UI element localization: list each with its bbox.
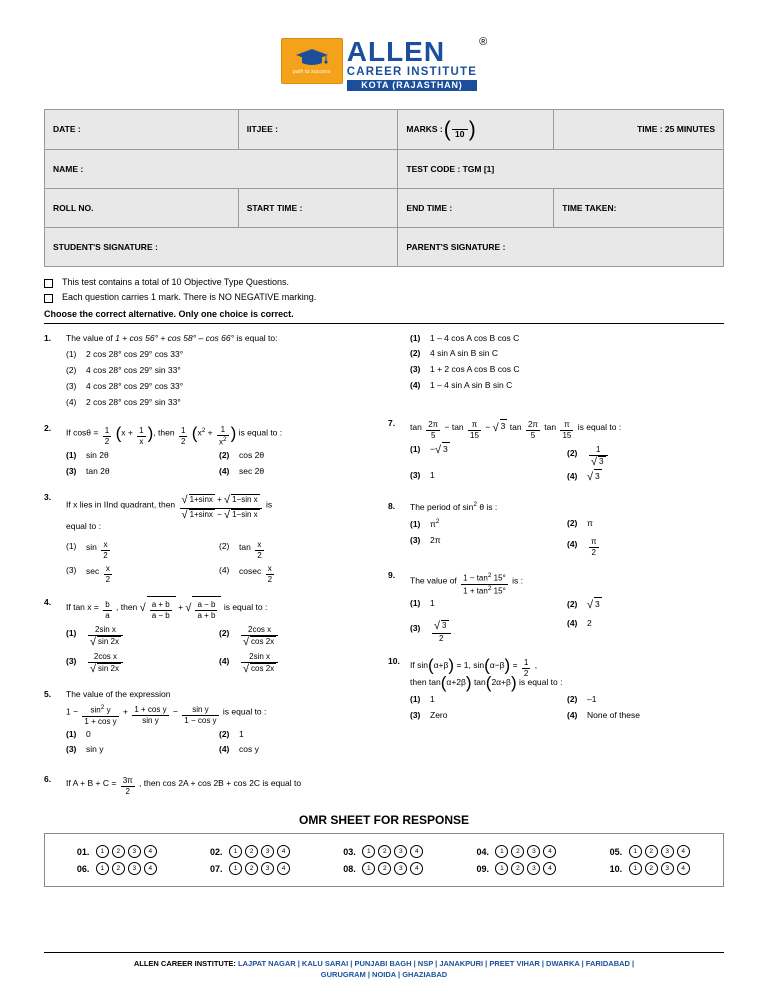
- option-text: −√ 3: [430, 443, 448, 456]
- question-1: [44, 332, 372, 412]
- bubble-1[interactable]: 1: [229, 845, 242, 858]
- option-4[interactable]: [567, 534, 724, 555]
- options-list: [410, 442, 724, 489]
- option-1[interactable]: [66, 728, 219, 741]
- option-text: 4 cos 28° cos 29° cos 33°: [86, 380, 184, 391]
- option-text: 4 sin A sin B sin C: [430, 348, 499, 359]
- option-label: (1): [66, 541, 77, 552]
- options-list: [66, 728, 372, 760]
- option-label: (2): [567, 694, 578, 705]
- instruction-item: [44, 277, 724, 288]
- question-number: 1.: [44, 332, 52, 343]
- option-text: $\frac{\pi}{2}$: [591, 536, 597, 557]
- name-cell: NAME :: [45, 149, 398, 188]
- option-1[interactable]: [66, 622, 219, 647]
- option-3[interactable]: [66, 743, 219, 756]
- omr-item-05[interactable]: [584, 845, 717, 858]
- bubble-2[interactable]: 2: [645, 845, 658, 858]
- option-text: $\pi^2$: [430, 518, 440, 530]
- marks-fraction: [452, 119, 468, 140]
- option-3[interactable]: [410, 469, 567, 486]
- bubble-3[interactable]: 3: [394, 845, 407, 858]
- option-1[interactable]: [410, 332, 724, 345]
- question-body: [66, 596, 372, 678]
- option-4[interactable]: [567, 469, 724, 486]
- bubble-1[interactable]: 1: [495, 845, 508, 858]
- options-list: [410, 693, 724, 725]
- question-body: [410, 500, 724, 558]
- omr-item-01[interactable]: [51, 845, 184, 858]
- option-4[interactable]: [567, 617, 724, 642]
- bubble-2[interactable]: 2: [378, 845, 391, 858]
- bubble-4[interactable]: 4: [277, 862, 290, 875]
- options-list: [66, 449, 372, 481]
- bubble-3[interactable]: 3: [394, 862, 407, 875]
- question-body: [66, 773, 372, 798]
- option-3[interactable]: [410, 709, 567, 722]
- options-list: [410, 597, 724, 644]
- option-1[interactable]: [410, 517, 567, 531]
- question-3: [44, 491, 372, 584]
- question-stem: tan $\frac{2\pi}{5}$ − tan $\frac{\pi}{15}$ − √ 3 tan $\frac{2\pi}{5}$ tan $\frac{\pi}{15}$ is equal to :: [410, 419, 622, 440]
- test-code-cell: TEST CODE : TGM [1]: [398, 149, 724, 188]
- question-4: [44, 596, 372, 678]
- table-row: [45, 109, 724, 149]
- instruction-item: [44, 292, 724, 303]
- bubble-3[interactable]: 3: [527, 862, 540, 875]
- option-label: (1): [410, 694, 421, 705]
- option-label: (3): [66, 465, 77, 476]
- question-body: [410, 332, 724, 395]
- question-stem: The value of 1 + cos 56° + cos 58° – cos 66° is equal to:: [66, 332, 278, 343]
- question-2: [44, 422, 372, 480]
- option-2[interactable]: [219, 622, 372, 647]
- option-label: (3): [410, 470, 421, 481]
- option-label: (4): [219, 465, 230, 476]
- logo-header: [0, 0, 768, 91]
- question-number: 5.: [44, 689, 52, 700]
- option-text: sin $\frac{x}{2}$: [86, 539, 108, 560]
- option-text: cos 2θ: [239, 449, 265, 460]
- table-row: [45, 188, 724, 227]
- time-taken-cell: TIME TAKEN:: [554, 188, 724, 227]
- option-text: tan $\frac{x}{2}$: [239, 539, 262, 560]
- start-time-cell: START TIME :: [238, 188, 398, 227]
- questions-columns: [44, 332, 724, 810]
- question-8: [388, 500, 724, 558]
- option-text: 1 + 2 cos A cos B cos C: [430, 364, 520, 374]
- marks-denominator: 10: [455, 128, 465, 139]
- bubble-4[interactable]: 4: [677, 845, 690, 858]
- omr-item-04[interactable]: [451, 845, 584, 858]
- option-1[interactable]: [410, 693, 567, 706]
- question-stem: The value of the expression 1 − $\frac{\sin^2 y}{\text{1 + cos y}}$ + $\frac{\text{1 + cos y}}{\text{sin y}}$ − $\frac{\text{sin y}}{\text{1 − cos y}}$ is equal to :: [66, 689, 267, 726]
- bubble-3[interactable]: 3: [661, 845, 674, 858]
- bubble-2[interactable]: 2: [112, 845, 125, 858]
- option-1[interactable]: [66, 348, 372, 361]
- option-2[interactable]: [66, 364, 372, 377]
- question-body: [410, 569, 724, 645]
- option-label: (4): [66, 396, 77, 407]
- marks-cell: [398, 109, 554, 149]
- option-label: (2): [567, 599, 578, 610]
- option-label: (3): [410, 364, 421, 374]
- bubble-4[interactable]: 4: [144, 862, 157, 875]
- bubble-4[interactable]: 4: [410, 862, 423, 875]
- choose-alternative-note: Choose the correct alternative. Only one choice is correct.: [44, 309, 724, 324]
- option-text: 1 – 4 cos A cos B cos C: [430, 332, 520, 343]
- bubble-3[interactable]: 3: [261, 862, 274, 875]
- bubble-1[interactable]: 1: [629, 862, 642, 875]
- option-label: (4): [567, 617, 578, 628]
- bubble-1[interactable]: 1: [229, 862, 242, 875]
- options-list: [410, 332, 724, 395]
- graduation-cap-icon: [281, 38, 343, 84]
- bubble-4[interactable]: 4: [277, 845, 290, 858]
- question-stem: If x lies in IInd quadrant, then $\frac{\text{√ 1+sinx + √ 1−sin x}}{\text{√ 1+sinx − √ 1−sin x}}$ is equal to :: [66, 494, 273, 531]
- option-3[interactable]: [66, 649, 219, 674]
- option-text: 2 cos 28° cos 29° sin 33°: [86, 396, 181, 407]
- omr-number: 04.: [476, 846, 489, 857]
- footer-branches-2: GURUGRAM | NOIDA | GHAZIABAD: [320, 969, 448, 979]
- option-label: (2): [219, 449, 230, 460]
- option-3[interactable]: [410, 534, 567, 555]
- option-label: (1): [66, 449, 77, 460]
- question-body: [410, 417, 724, 489]
- option-2[interactable]: [567, 693, 724, 706]
- bubble-2[interactable]: 2: [511, 862, 524, 875]
- question-number: 9.: [388, 569, 396, 580]
- option-label: (2): [66, 365, 77, 375]
- option-4[interactable]: [410, 379, 724, 392]
- footer-institute: ALLEN CAREER INSTITUTE:: [133, 958, 236, 968]
- option-4[interactable]: [66, 396, 372, 409]
- option-text: $\frac{1}{√ 3}$: [587, 442, 610, 467]
- marks-label: MARKS :: [406, 124, 443, 134]
- option-3[interactable]: [66, 380, 372, 393]
- option-label: (4): [410, 379, 421, 390]
- option-label: (3): [410, 623, 421, 634]
- bubble-1[interactable]: 1: [629, 845, 642, 858]
- question-number: 4.: [44, 596, 52, 607]
- question-6-options: [388, 332, 724, 395]
- option-label: (2): [567, 448, 578, 459]
- option-2[interactable]: [219, 537, 372, 558]
- option-text: 1 – 4 sin A sin B sin C: [430, 379, 513, 390]
- option-text: Zero: [430, 709, 448, 720]
- option-text: √ 3: [587, 471, 600, 484]
- options-list: [66, 622, 372, 678]
- bubble-1[interactable]: 1: [96, 845, 109, 858]
- option-label: (1): [66, 349, 77, 360]
- right-column: [384, 332, 724, 810]
- question-6: [44, 773, 372, 798]
- option-4[interactable]: [219, 465, 372, 478]
- options-list: [410, 517, 724, 558]
- option-1[interactable]: [410, 597, 567, 614]
- option-label: (4): [567, 538, 578, 549]
- option-text: –1: [587, 694, 597, 705]
- omr-number: 07.: [210, 863, 223, 874]
- option-3[interactable]: [66, 465, 219, 478]
- question-10: [388, 655, 724, 724]
- option-1[interactable]: [410, 442, 567, 467]
- options-list: [66, 537, 372, 585]
- question-stem: The period of $\sin^2 \theta$ is :: [410, 500, 498, 512]
- option-4[interactable]: [219, 649, 372, 674]
- question-number: 8.: [388, 500, 396, 511]
- option-2[interactable]: [410, 347, 724, 360]
- omr-title: OMR SHEET FOR RESPONSE: [298, 813, 470, 828]
- omr-number: 01.: [76, 846, 90, 857]
- bubble-3[interactable]: 3: [527, 845, 540, 858]
- bubble-1[interactable]: 1: [495, 862, 508, 875]
- exam-cell: IITJEE :: [238, 109, 398, 149]
- question-body: [66, 688, 372, 759]
- option-2[interactable]: [219, 449, 372, 462]
- omr-item-07[interactable]: [184, 862, 317, 875]
- question-5: [44, 688, 372, 759]
- option-4[interactable]: [219, 561, 372, 582]
- option-text: sec 2θ: [239, 465, 265, 476]
- option-text: tan 2θ: [86, 465, 110, 476]
- option-text: sin 2θ: [86, 449, 109, 460]
- option-label: (3): [410, 534, 421, 545]
- option-2[interactable]: [567, 442, 724, 467]
- bubble-4[interactable]: 4: [144, 845, 157, 858]
- omr-number: 08.: [343, 863, 356, 874]
- option-3[interactable]: [410, 617, 567, 642]
- option-text: sin y: [86, 744, 104, 755]
- option-label: (1): [410, 332, 421, 343]
- table-row: [45, 227, 724, 266]
- option-label: (2): [219, 628, 230, 639]
- bubble-3[interactable]: 3: [661, 862, 674, 875]
- bubble-3[interactable]: 3: [128, 845, 141, 858]
- omr-number: 02.: [210, 846, 223, 857]
- option-1[interactable]: [66, 449, 219, 462]
- table-row: [45, 149, 724, 188]
- footer-branches-1: LAJPAT NAGAR | KALU SARAI | PUNJABI BAGH | NSP | JANAKPURI | PREET VIHAR | DWARKA | FARIDABAD |: [235, 958, 635, 968]
- student-signature-cell: STUDENT'S SIGNATURE :: [45, 227, 398, 266]
- option-4[interactable]: [567, 709, 724, 722]
- allen-logo: [281, 38, 487, 91]
- question-stem: If tan x = $\frac{b}{a}$ , then √ $\frac{a + b}{a - b}$ + √ $\frac{a - b}{a + b}$ is equal to :: [66, 596, 372, 618]
- omr-row-2: [51, 862, 717, 875]
- option-2[interactable]: [567, 597, 724, 614]
- bubble-1[interactable]: 1: [362, 862, 375, 875]
- bubble-4[interactable]: 4: [410, 845, 423, 858]
- omr-number: 03.: [343, 846, 356, 857]
- option-label: (4): [567, 471, 578, 482]
- option-text: None of these: [587, 709, 640, 720]
- option-text: $\frac{\text{2cos x}}{√ \cos 2x}$: [239, 622, 280, 647]
- question-number: 2.: [44, 423, 52, 434]
- time-cell: TIME : 25 MINUTES: [554, 109, 724, 149]
- option-text: √ 3: [587, 599, 600, 612]
- option-label: (1): [66, 728, 77, 739]
- option-label: (2): [219, 728, 230, 739]
- option-text: $\frac{√ 3}{2}$: [430, 617, 453, 642]
- option-text: sec $\frac{x}{2}$: [86, 563, 111, 584]
- question-stem: If cosθ = $\frac{1}{2}$ (x + $\frac{1}{x}$ ), then $\frac{1}{2}$ ($x^2$ + $\frac{1}{x^2}$ ) is equal to :: [66, 423, 283, 447]
- omr-item-03[interactable]: [317, 845, 450, 858]
- option-label: (2): [219, 541, 230, 552]
- omr-number: 09.: [476, 863, 489, 874]
- omr-number: 10.: [609, 863, 623, 874]
- omr-sheet: [44, 833, 724, 887]
- option-text: 2π: [430, 534, 441, 545]
- option-text: π: [587, 518, 593, 529]
- instructions-block: [44, 277, 724, 324]
- bubble-1[interactable]: 1: [362, 845, 375, 858]
- option-label: (4): [219, 565, 230, 576]
- question-body: [410, 655, 724, 724]
- option-text: $\frac{\text{2sin x}}{√ \cos 2x}$: [239, 649, 280, 674]
- right-paren: ): [468, 117, 476, 141]
- option-label: (1): [66, 628, 77, 639]
- omr-item-02[interactable]: [184, 845, 317, 858]
- option-text: 1: [430, 694, 435, 705]
- option-label: (3): [410, 709, 421, 720]
- question-body: [66, 491, 372, 584]
- omr-item-09[interactable]: [451, 862, 584, 875]
- parent-signature-cell: PARENT'S SIGNATURE :: [398, 227, 724, 266]
- option-label: (3): [66, 744, 77, 755]
- question-7: [388, 417, 724, 489]
- omr-row-1: [51, 845, 717, 858]
- logo-tagline: path to success: [292, 69, 331, 75]
- option-2[interactable]: [219, 728, 372, 741]
- option-label: (2): [410, 348, 421, 359]
- option-4[interactable]: [219, 743, 372, 756]
- option-text: 1: [430, 470, 435, 481]
- question-number: 3.: [44, 492, 52, 503]
- option-label: (2): [567, 518, 578, 529]
- logo-city: KOTA (RAJASTHAN): [347, 80, 477, 91]
- option-label: (3): [66, 380, 77, 391]
- bubble-2[interactable]: 2: [245, 845, 258, 858]
- checkbox-icon: [44, 294, 53, 303]
- option-label: (4): [219, 744, 230, 755]
- option-text: $\frac{\text{2cos x}}{√ \sin 2x}$: [86, 649, 125, 674]
- registered-trademark-icon: ®: [479, 36, 488, 48]
- bubble-3[interactable]: 3: [261, 845, 274, 858]
- candidate-info-table: [44, 109, 724, 267]
- bubble-2[interactable]: 2: [645, 862, 658, 875]
- option-text: cos y: [239, 744, 259, 755]
- bubble-4[interactable]: 4: [543, 862, 556, 875]
- instruction-text: This test contains a total of 10 Objective Type Questions.: [62, 276, 289, 287]
- option-3[interactable]: [66, 561, 219, 582]
- question-number: 7.: [388, 417, 396, 428]
- roll-cell: ROLL NO.: [45, 188, 239, 227]
- option-text: 1: [430, 598, 435, 609]
- option-label: (4): [219, 656, 230, 667]
- option-label: (4): [567, 709, 578, 720]
- question-stem: If A + B + C = $\frac{3\pi}{2}$ , then cos 2A + cos 2B + cos 2C is equal to: [66, 776, 302, 797]
- option-2[interactable]: [567, 517, 724, 531]
- option-text: 2 cos 28° cos 29° cos 33°: [86, 349, 184, 360]
- option-label: (3): [66, 656, 77, 667]
- bubble-3[interactable]: 3: [128, 862, 141, 875]
- bubble-4[interactable]: 4: [677, 862, 690, 875]
- instruction-text: Each question carries 1 mark. There is NO NEGATIVE marking.: [62, 291, 317, 302]
- omr-item-10[interactable]: [584, 862, 717, 875]
- option-text: cosec $\frac{x}{2}$: [239, 563, 273, 584]
- footer: [44, 952, 724, 981]
- option-text: 1: [239, 728, 244, 739]
- cap-svg: [295, 47, 329, 67]
- option-label: (3): [66, 565, 77, 576]
- checkbox-icon: [44, 279, 53, 288]
- end-time-cell: END TIME :: [398, 188, 554, 227]
- left-column: [44, 332, 384, 810]
- omr-number: 06.: [76, 863, 90, 874]
- question-number: [388, 332, 410, 395]
- date-cell: DATE :: [45, 109, 239, 149]
- question-9: [388, 569, 724, 645]
- bubble-4[interactable]: 4: [543, 845, 556, 858]
- option-label: (1): [410, 443, 421, 454]
- option-text: 4 cos 28° cos 29° sin 33°: [86, 365, 181, 375]
- option-text: 2: [587, 617, 592, 628]
- option-text: $\frac{\text{2sin x}}{√ \sin 2x}$: [86, 622, 125, 647]
- options-list: [66, 348, 372, 411]
- bubble-2[interactable]: 2: [378, 862, 391, 875]
- omr-item-08[interactable]: [317, 862, 450, 875]
- option-label: (1): [410, 519, 421, 530]
- question-number: 6.: [44, 774, 52, 785]
- option-1[interactable]: [66, 537, 219, 558]
- question-body: [66, 422, 372, 480]
- logo-brand: ALLEN: [346, 36, 446, 67]
- option-3[interactable]: [410, 363, 724, 376]
- question-number: 10.: [388, 656, 400, 667]
- question-stem: The value of $\frac{1 - \tan^2 15^\circ}{1 + \tan^2 15^\circ}$ is :: [410, 571, 524, 596]
- bubble-1[interactable]: 1: [96, 862, 109, 875]
- option-label: (1): [410, 598, 421, 609]
- omr-item-06[interactable]: [51, 862, 184, 875]
- omr-number: 05.: [609, 846, 623, 857]
- logo-text-block: [347, 38, 477, 91]
- logo-subtitle: CAREER INSTITUTE: [346, 66, 478, 78]
- bubble-2[interactable]: 2: [245, 862, 258, 875]
- bubble-2[interactable]: 2: [511, 845, 524, 858]
- question-body: [66, 332, 372, 412]
- bubble-2[interactable]: 2: [112, 862, 125, 875]
- left-paren: (: [443, 117, 451, 141]
- question-stem: If sin(α+β) = 1, sin(α−β) = $\frac{1}{2}$ , then tan(α+2β) tan(2α+β) is equal to :: [410, 655, 563, 693]
- option-text: 0: [86, 728, 91, 739]
